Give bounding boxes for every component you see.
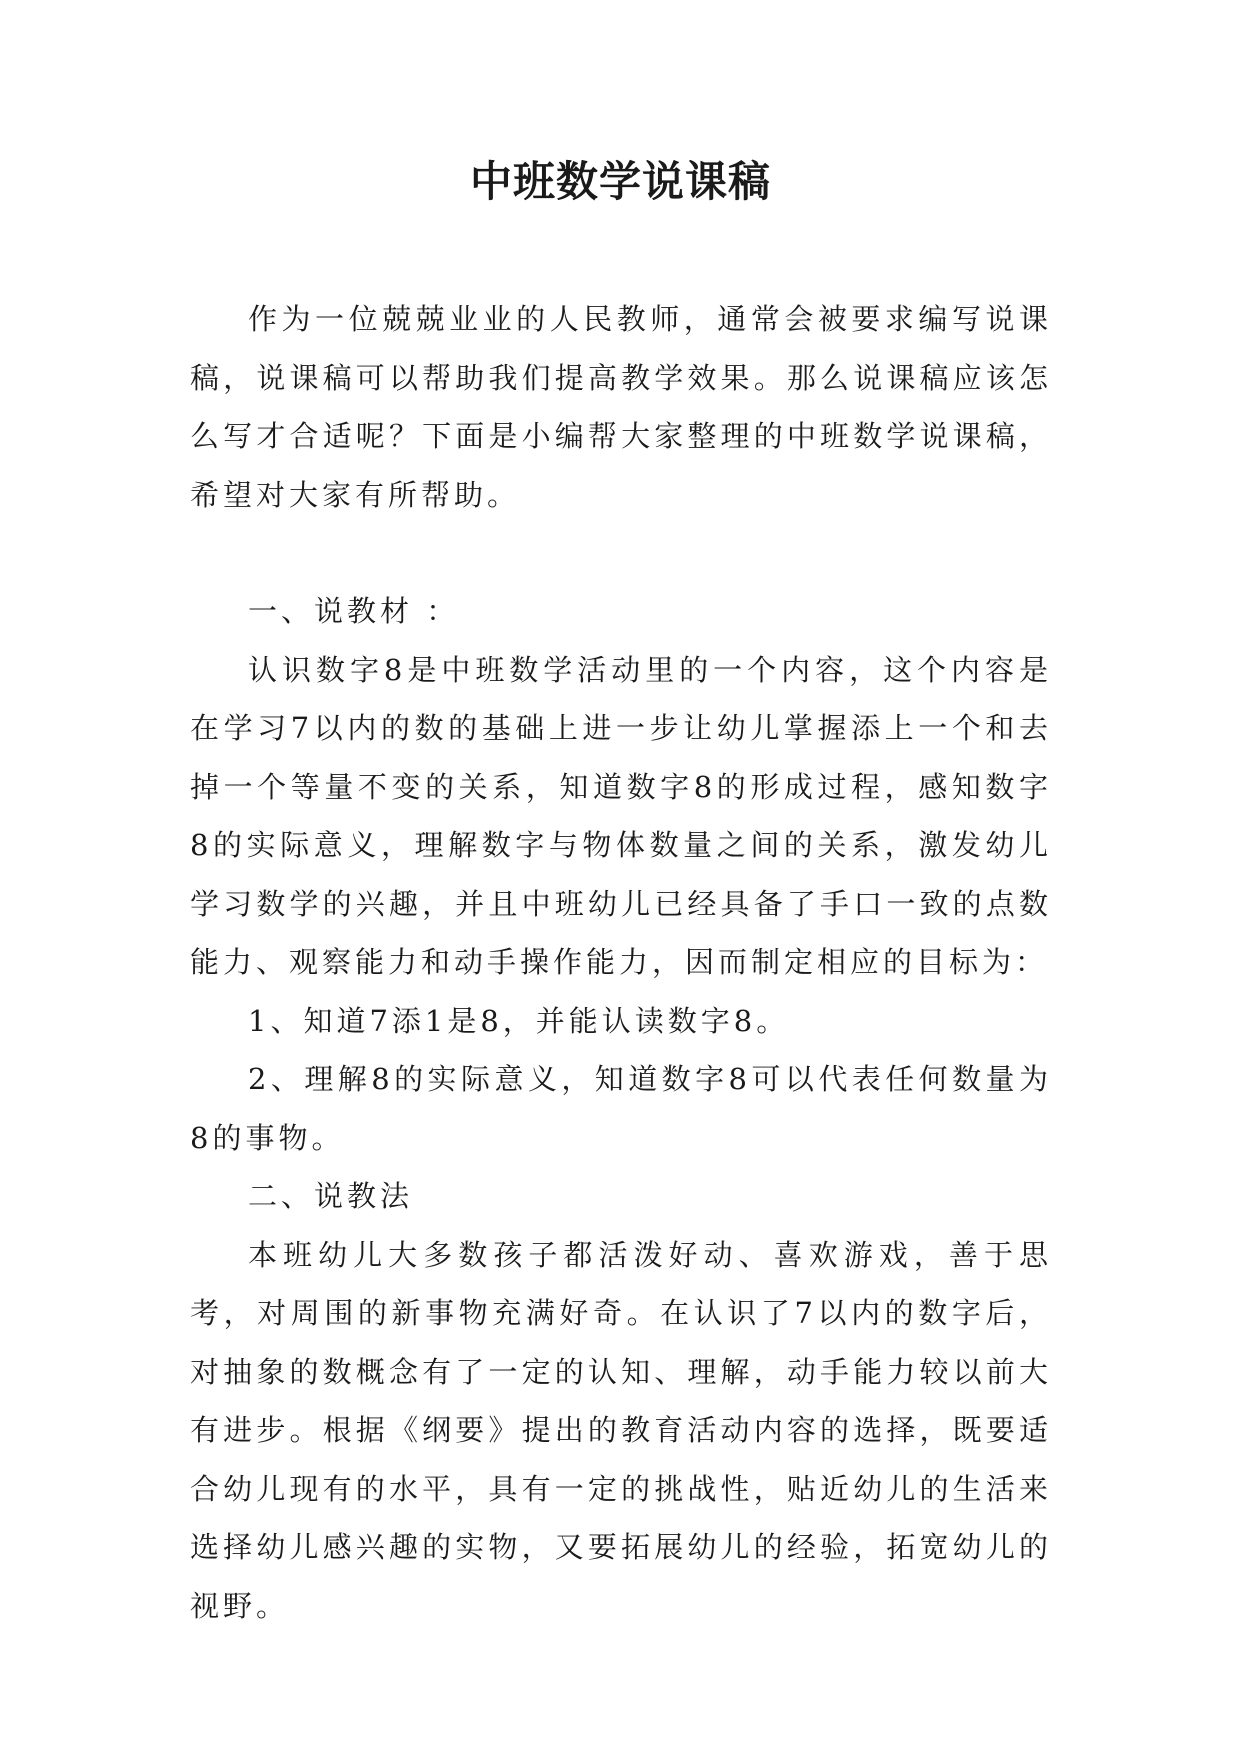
goal-item-2: 2、理解8的实际意义，知道数字8可以代表任何数量为8的事物。 — [190, 1062, 1052, 1155]
teaching-method-paragraph: 本班幼儿大多数孩子都活泼好动、喜欢游戏，善于思考，对周围的新事物充满好奇。在认识了7以内的数字后，对抽象的数概念有了一定的认知、理解，动手能力较以前大有进步。根据《纲要》提出的教育活动内容的选择，既要适合幼儿现有的水平，具有一定的挑战性，贴近幼儿的生活来选择幼儿感兴趣的实物，又要拓展幼儿的经验，拓宽幼儿的视野。 — [190, 1237, 1052, 1623]
document-title: 中班数学说课稿 — [469, 157, 771, 206]
goal-item-1: 1、知道7添1是8，并能认读数字8。 — [248, 1003, 790, 1038]
section-heading-teaching-method: 二、说教法 — [248, 1179, 414, 1213]
teaching-material-paragraph: 认识数字8是中班数学活动里的一个内容，这个内容是在学习7以内的数的基础上进一步让幼儿掌握添上一个和去掉一个等量不变的关系，知道数字8的形成过程，感知数字8的实际意义，理解数字与物体数量之间的关系，激发幼儿学习数学的兴趣，并且中班幼儿已经具备了手口一致的点数能力、观察能力和动手操作能力，因而制定相应的目标为： — [190, 652, 1052, 979]
document-body — [190, 290, 1052, 1635]
section-heading-teaching-material: 一、说教材 ： — [248, 594, 460, 628]
intro-paragraph: 作为一位兢兢业业的人民教师，通常会被要求编写说课稿，说课稿可以帮助我们提高教学效果。那么说课稿应该怎么写才合适呢？下面是小编帮大家整理的中班数学说课稿，希望对大家有所帮助。 — [190, 302, 1052, 512]
paragraph-gap — [190, 524, 1052, 582]
